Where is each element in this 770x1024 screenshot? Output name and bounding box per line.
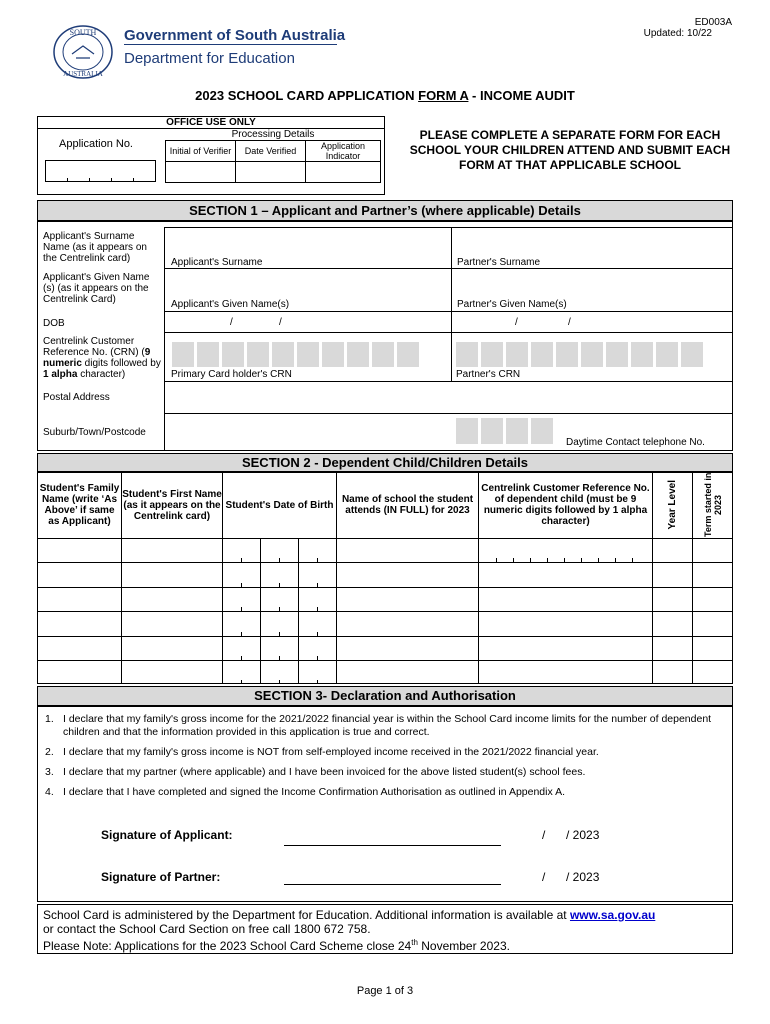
surname-label: Applicant's Surname Name (as it appears on the Centrelink card) (43, 231, 147, 264)
declaration-item: 4. I declare that I have completed and signed the Income Confirmation Authorisation as outlined in Appendix A. (45, 786, 565, 798)
form-code: ED003A (694, 17, 732, 28)
initial-verifier-field[interactable] (166, 162, 235, 182)
signature-partner-line[interactable] (284, 884, 501, 885)
sa-seal-logo (52, 24, 114, 80)
phone-caption: Daytime Contact telephone No. (566, 437, 705, 448)
applicant-dob-slash2: / (279, 317, 282, 328)
app-indicator-field[interactable] (306, 162, 380, 182)
signature-applicant-label: Signature of Applicant: (101, 828, 233, 842)
page-title (0, 88, 770, 103)
partner-dob-slash2: / (568, 317, 571, 328)
col-year-level: Year Level (667, 480, 678, 530)
postal-address-label: Postal Address (43, 392, 110, 403)
dob-label: DOB (43, 318, 65, 329)
date-verified-label: Date Verified (244, 146, 297, 156)
suburb-field[interactable] (165, 414, 455, 450)
footer-info: School Card is administered by the Department for Education. Additional information is available at www.sa.gov.au or contact the School Card Section on free call 1800 672 758. Please Note: Applications for the 2023 School Card Scheme close 24th November 2023. (43, 908, 656, 953)
col-term-started: Term started in 2023 (703, 472, 723, 538)
partner-given-caption: Partner's Given Name(s) (457, 299, 567, 310)
signature-applicant-line[interactable] (284, 845, 501, 846)
seal-top-text: SOUTH (69, 28, 97, 37)
initial-verifier-label: Initial of Verifier (169, 146, 232, 156)
partner-surname-caption: Partner's Surname (457, 257, 541, 268)
partner-date-slash: / (542, 870, 546, 884)
applicant-date-year: / 2023 (566, 828, 600, 842)
sa-gov-link[interactable]: www.sa.gov.au (569, 908, 656, 922)
applicant-surname-caption: Applicant's Surname (171, 257, 263, 268)
col-child-crn: Centrelink Customer Reference No. of dependent child (must be 9 numeric digits followed by 1 alpha character) (481, 483, 650, 527)
title-suffix: - INCOME AUDIT (468, 88, 575, 103)
seal-bottom-text: AUSTRALIA (63, 70, 103, 78)
application-no-label: Application No. (59, 138, 133, 150)
title-form: FORM A (418, 88, 469, 103)
partner-crn-caption: Partner's CRN (456, 369, 521, 380)
partner-date-year: / 2023 (566, 870, 600, 884)
section2-title: SECTION 2 - Dependent Child/Children Details (241, 455, 529, 470)
suburb-label: Suburb/Town/Postcode (43, 427, 146, 438)
col-first-name: Student's First Name (as it appears on the Centrelink card) (122, 488, 222, 522)
date-verified-field[interactable] (236, 162, 305, 182)
signature-partner-label: Signature of Partner: (101, 870, 221, 884)
declaration-item: 1. I declare that my family's gross income for the 2021/2022 financial year is within the School Card income limits for the number of dependent children and that the information provided in this application is true and correct. (45, 713, 712, 738)
col-school-name: Name of school the student attends (IN FULL) for 2023 (341, 494, 474, 516)
col-date-of-birth: Student's Date of Birth (225, 499, 334, 511)
applicant-date-slash: / (542, 828, 546, 842)
gov-name: Government of South Australia (124, 27, 346, 44)
crn-label: Centrelink Customer Reference No. (CRN) (9 numeric digits followed by 1 alpha character) (43, 336, 161, 380)
page-number: Page 1 of 3 (356, 985, 414, 997)
processing-label: Processing Details (231, 129, 315, 140)
application-no-field[interactable] (45, 160, 156, 182)
title-prefix: 2023 SCHOOL CARD APPLICATION (195, 88, 419, 103)
applicant-dob-slash1: / (230, 317, 233, 328)
separate-form-notice: PLEASE COMPLETE A SEPARATE FORM FOR EACH SCHOOL YOUR CHILDREN ATTEND AND SUBMIT EACH FORM AT THAT APPLICABLE SCHOOL (409, 128, 731, 172)
section1-title: SECTION 1 – Applicant and Partner’s (where applicable) Details (189, 203, 581, 218)
dept-name: Department for Education (124, 50, 295, 67)
office-use-heading: OFFICE USE ONLY (166, 117, 256, 128)
app-indicator-label: Application Indicator (320, 141, 366, 161)
applicant-given-caption: Applicant's Given Name(s) (171, 299, 290, 310)
partner-dob-slash1: / (515, 317, 518, 328)
declaration-item: 3. I declare that my partner (where applicable) and I have been invoiced for the above listed student(s) school fees. (45, 766, 586, 778)
updated-date: Updated: 10/22 (643, 28, 712, 39)
given-name-label: Applicant's Given Name (s) (as it appears on the Centrelink Card) (43, 272, 150, 305)
primary-crn-caption: Primary Card holder's CRN (171, 369, 292, 380)
section3-title: SECTION 3- Declaration and Authorisation (254, 688, 516, 703)
declaration-item: 2. I declare that my family's gross income is NOT from self-employed income received in the 2021/2022 financial year. (45, 746, 599, 758)
postal-address-field[interactable] (165, 382, 733, 413)
header-divider (124, 44, 337, 45)
col-family-name: Student's Family Name (write ‘As Above’ if same as Applicant) (39, 483, 120, 527)
